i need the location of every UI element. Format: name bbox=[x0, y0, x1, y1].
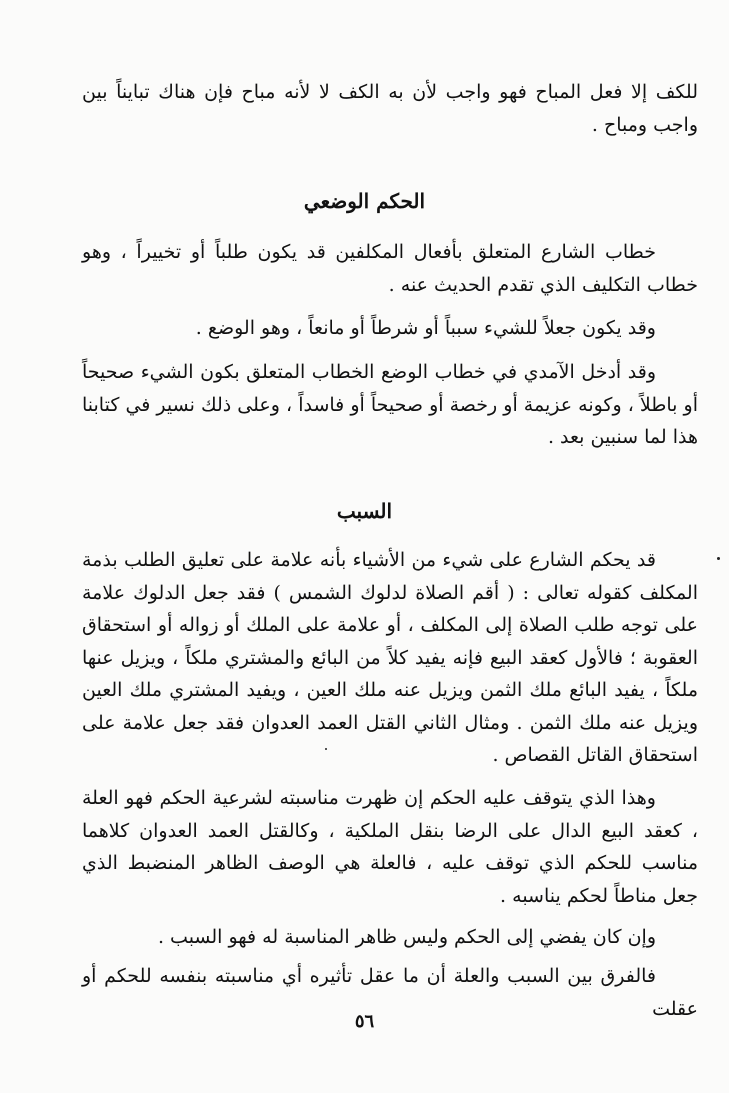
sabab-paragraph-3: وإن كان يفضي إلى الحكم وليس ظاهر المناسبة له فهو السبب . bbox=[157, 926, 656, 948]
wad-paragraph-2: وقد يكون جعلاً للشيء سبباً أو شرطاً أو مانعاً ، وهو الوضع . bbox=[195, 317, 656, 339]
section-wad-text bbox=[82, 236, 698, 301]
scan-speck bbox=[325, 748, 327, 750]
intro-text bbox=[82, 76, 698, 141]
sabab-paragraph-2: وهذا الذي يتوقف عليه الحكم إن ظهرت مناسبته لشرعية الحكم فهو العلة ، كعقد البيع الدال على الرضا بنقل الملكية ، وكالقتل العمد العدوان كلاهما مناسب للحكم الذي توقف عليه ، فالعلة هي الوصف الظاهر المنضبط الذي جعل مناطاً لحكم يناسبه . bbox=[82, 787, 698, 907]
page-number: ٥٦ bbox=[354, 1011, 375, 1032]
scan-speck bbox=[717, 557, 720, 560]
wad-paragraph-3: وقد أدخل الآمدي في خطاب الوضع الخطاب المتعلق بكون الشيء صحيحاً أو باطلاً ، وكونه عزيمة أو رخصة أو صحيحاً أو فاسداً ، وعلى ذلك نسير في كتابنا هذا لما سنبين بعد . bbox=[82, 361, 698, 448]
section-heading-wad: الحكم الوضعي bbox=[303, 189, 426, 213]
sabab-paragraph-4: فالفرق بين السبب والعلة أن ما عقل تأثيره أي مناسبته بنفسه للحكم أو عقلت bbox=[82, 965, 698, 1020]
section-sabab-text-2 bbox=[82, 782, 698, 912]
section-wad-text-2 bbox=[82, 312, 698, 345]
sabab-paragraph-1: قد يحكم الشارع على شيء من الأشياء بأنه علامة على تعليق الطلب بذمة المكلف كقوله تعالى : ( أقم الصلاة لدلوك الشمس ) فقد جعل الدلوك علامة على توجه طلب الصلاة إلى المكلف ، أو علامة على الملك أو زواله أو استحقاق العقوبة ؛ فالأول كعقد البيع فإنه يفيد كلاً من البائع والمشتري ملكاً ، ويزيل عنها ملكاً ، يفيد البائع ملك الثمن ويزيل عنه ملك العين ، ويفيد المشتري ملك العين ويزيل عنه ملك الثمن . ومثال الثاني القتل العمد العدوان فقد جعل علامة على استحقاق القاتل القصاص . bbox=[82, 549, 698, 766]
section-sabab-text-3 bbox=[82, 921, 698, 954]
intro-paragraph: للكف إلا فعل المباح فهو واجب لأن به الكف لا لأنه مباح فإن هناك تبايناً بين واجب ومباح . bbox=[82, 81, 698, 136]
section-sabab-text-1 bbox=[82, 544, 698, 772]
section-wad-text-3 bbox=[82, 356, 698, 454]
section-heading-sabab: السبب bbox=[336, 499, 393, 523]
wad-paragraph-1: خطاب الشارع المتعلق بأفعال المكلفين قد يكون طلباً أو تخييراً ، وهو خطاب التكليف الذي تقدم الحديث عنه . bbox=[82, 241, 698, 296]
